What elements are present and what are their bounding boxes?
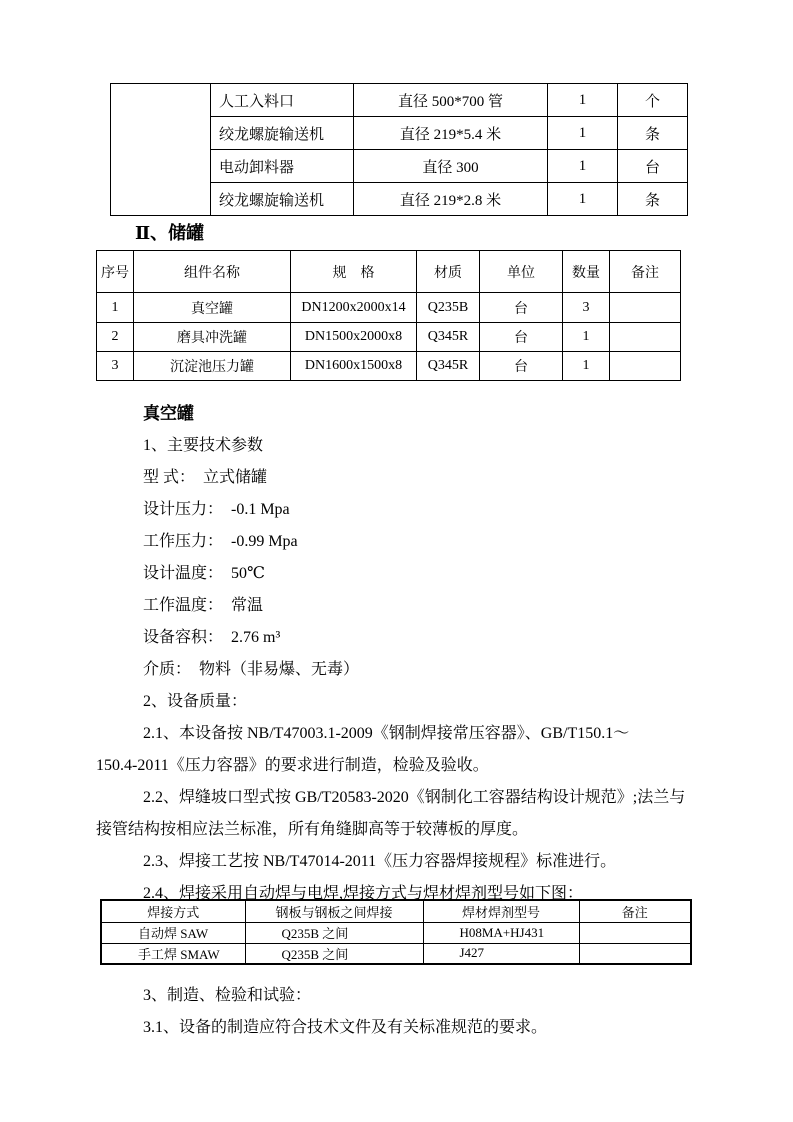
table-row <box>97 293 681 323</box>
cell-name: 沉淀池压力罐 <box>134 352 291 381</box>
cell-spec: DN1200x2000x14 <box>291 293 417 323</box>
table-header-row <box>101 900 691 922</box>
body-line: 设计压力： -0.1 Mpa <box>143 501 290 518</box>
cell-name: 电动卸料器 <box>211 150 354 183</box>
cell-method: 手工焊 SMAW <box>101 943 245 964</box>
table-row <box>101 943 691 964</box>
cell-unit: 台 <box>480 352 563 381</box>
cell-qty: 1 <box>563 323 610 352</box>
header-cell: 规 格 <box>291 251 417 293</box>
table-row <box>97 323 681 352</box>
body-line: 1、主要技术参数 <box>143 437 264 454</box>
cell-name: 真空罐 <box>134 293 291 323</box>
cell-name: 绞龙螺旋输送机 <box>211 183 354 216</box>
vacuum-tank-section <box>96 398 776 910</box>
header-cell: 材质 <box>417 251 480 293</box>
cell-plates: Q235B 之间 <box>245 922 423 943</box>
cell-qty: 1 <box>548 150 618 183</box>
header-cell: 钢板与钢板之间焊接 <box>245 900 423 922</box>
cell-seq: 2 <box>97 323 134 352</box>
cell-remark <box>579 922 691 943</box>
body-line: 介质： 物料（非易爆、无毒） <box>143 661 360 678</box>
cell-spec: 直径 500*700 管 <box>354 84 548 117</box>
welding-methods-table <box>100 899 692 965</box>
cell-merged-empty <box>111 84 211 216</box>
cell-spec: 直径 219*2.8 米 <box>354 183 548 216</box>
cell-seq: 3 <box>97 352 134 381</box>
header-cell: 数量 <box>563 251 610 293</box>
header-cell: 组件名称 <box>134 251 291 293</box>
cell-unit: 台 <box>480 293 563 323</box>
cell-plates: Q235B 之间 <box>245 943 423 964</box>
cell-material: Q345R <box>417 323 480 352</box>
cell-unit: 台 <box>480 323 563 352</box>
body-line: 2.4、焊接采用自动焊与电焊,焊接方式与焊材焊剂型号如下图： <box>143 885 584 902</box>
cell-material-model: H08MA+HJ431 <box>423 922 579 943</box>
equipment-continuation-table <box>110 83 688 216</box>
header-cell: 单位 <box>480 251 563 293</box>
cell-spec: 直径 219*5.4 米 <box>354 117 548 150</box>
body-line: 150.4-2011《压力容器》的要求进行制造，检验及验收。 <box>96 757 489 774</box>
header-cell: 备注 <box>610 251 681 293</box>
body-line: 2.3、焊接工艺按 NB/T47014-2011《压力容器焊接规程》标准进行。 <box>143 853 617 870</box>
cell-spec: 直径 300 <box>354 150 548 183</box>
cell-unit: 个 <box>618 84 688 117</box>
cell-qty: 3 <box>563 293 610 323</box>
storage-components-table <box>96 250 681 381</box>
body-line: 设计温度： 50℃ <box>143 565 265 582</box>
body-line: 3.1、设备的制造应符合技术文件及有关标准规范的要求。 <box>143 1019 548 1036</box>
header-cell: 序号 <box>97 251 134 293</box>
table-header-row <box>97 251 681 293</box>
cell-remark <box>610 293 681 323</box>
cell-material: Q345R <box>417 352 480 381</box>
cell-qty: 1 <box>548 183 618 216</box>
cell-name: 绞龙螺旋输送机 <box>211 117 354 150</box>
body-line: 2、设备质量： <box>143 693 248 710</box>
cell-spec: DN1600x1500x8 <box>291 352 417 381</box>
cell-seq: 1 <box>97 293 134 323</box>
body-line: 型 式： 立式储罐 <box>143 469 268 486</box>
cell-name: 人工入料口 <box>211 84 354 117</box>
header-cell: 备注 <box>579 900 691 922</box>
body-line: 设备容积： 2.76 m³ <box>143 629 281 646</box>
body-line: 2.1、本设备按 NB/T47003.1-2009《钢制焊接常压容器》、GB/T150.1～ <box>143 725 630 742</box>
cell-unit: 台 <box>618 150 688 183</box>
vacuum-tank-title: 真空罐 <box>143 404 194 423</box>
section-heading-storage: Ⅱ、储罐 <box>135 223 205 243</box>
cell-qty: 1 <box>563 352 610 381</box>
cell-spec: DN1500x2000x8 <box>291 323 417 352</box>
body-line: 接管结构按相应法兰标准，所有角缝脚高等于较薄板的厚度。 <box>96 821 529 838</box>
cell-name: 磨具冲洗罐 <box>134 323 291 352</box>
cell-method: 自动焊 SAW <box>101 922 245 943</box>
cell-material: Q235B <box>417 293 480 323</box>
table-row <box>111 84 688 117</box>
cell-remark <box>610 323 681 352</box>
table-row <box>101 922 691 943</box>
manufacture-section <box>96 980 776 1044</box>
body-line: 3、制造、检验和试验： <box>143 987 312 1004</box>
body-line: 工作温度： 常温 <box>143 597 264 614</box>
header-cell: 焊接方式 <box>101 900 245 922</box>
cell-unit: 条 <box>618 183 688 216</box>
cell-remark <box>610 352 681 381</box>
cell-qty: 1 <box>548 84 618 117</box>
body-line: 2.2、焊缝坡口型式按 GB/T20583-2020《钢制化工容器结构设计规范》;法兰与 <box>143 789 686 806</box>
cell-remark <box>579 943 691 964</box>
header-cell: 焊材焊剂型号 <box>423 900 579 922</box>
table-row <box>97 352 681 381</box>
cell-unit: 条 <box>618 117 688 150</box>
cell-material-model: J427 <box>423 943 579 964</box>
cell-qty: 1 <box>548 117 618 150</box>
body-line: 工作压力： -0.99 Mpa <box>143 533 298 550</box>
